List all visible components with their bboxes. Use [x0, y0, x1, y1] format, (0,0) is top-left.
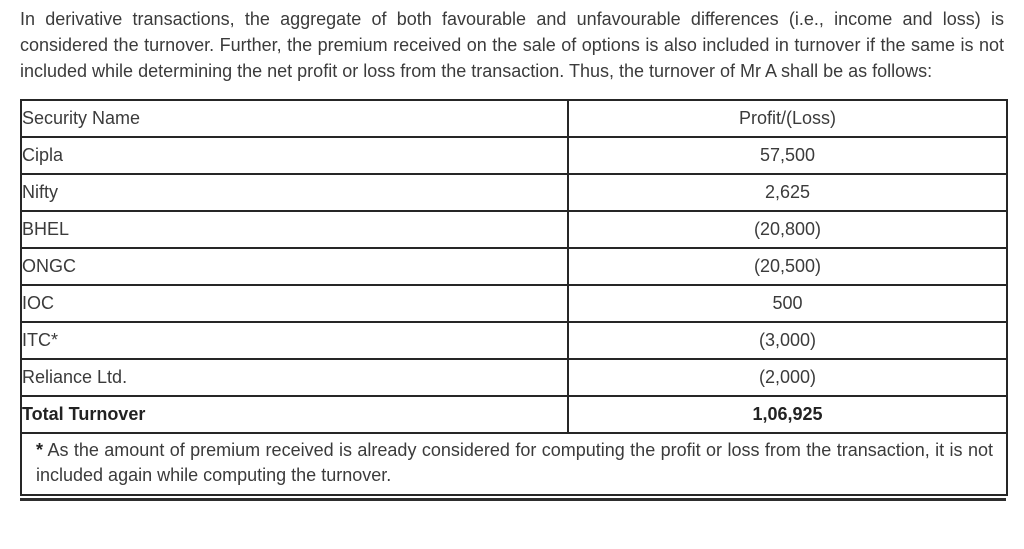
footnote-row — [21, 433, 1007, 495]
footnote-cell — [21, 433, 1007, 495]
column-header-security-name: Security Name — [21, 100, 568, 137]
total-turnover-row — [21, 396, 1007, 433]
security-name-cell: ONGC — [21, 248, 568, 285]
footnote-marker: * — [36, 440, 44, 460]
table-row — [21, 211, 1007, 248]
column-header-profit-loss: Profit/(Loss) — [568, 100, 1007, 137]
table-row — [21, 174, 1007, 211]
security-name-cell: Nifty — [21, 174, 568, 211]
next-section-divider — [20, 498, 1006, 501]
table-row — [21, 285, 1007, 322]
profit-loss-cell: 500 — [568, 285, 1007, 322]
table-row — [21, 137, 1007, 174]
table-row — [21, 248, 1007, 285]
table-row — [21, 359, 1007, 396]
security-name-cell: IOC — [21, 285, 568, 322]
profit-loss-cell: (3,000) — [568, 322, 1007, 359]
profit-loss-cell: 2,625 — [568, 174, 1007, 211]
security-name-cell: BHEL — [21, 211, 568, 248]
intro-paragraph: In derivative transactions, the aggregate of both favourable and unfavourable differences (i.e., income and loss) is considered the turnover. Further, the premium received on the sale of options is also included in turnover if the same is not included while determining the net profit or loss from the transaction. Thus, the turnover of Mr A shall be as follows: — [20, 9, 1004, 81]
footnote-text: As the amount of premium received is already considered for computing the profit or loss from the transaction, it is not included again while computing the turnover. — [36, 440, 993, 485]
total-turnover-value: 1,06,925 — [568, 396, 1007, 433]
profit-loss-cell: (2,000) — [568, 359, 1007, 396]
turnover-table — [20, 99, 1008, 496]
profit-loss-cell: (20,800) — [568, 211, 1007, 248]
total-turnover-label: Total Turnover — [21, 396, 568, 433]
security-name-cell: ITC* — [21, 322, 568, 359]
table-row — [21, 322, 1007, 359]
security-name-cell: Reliance Ltd. — [21, 359, 568, 396]
table-header-row — [21, 100, 1007, 137]
profit-loss-cell: (20,500) — [568, 248, 1007, 285]
profit-loss-cell: 57,500 — [568, 137, 1007, 174]
security-name-cell: Cipla — [21, 137, 568, 174]
